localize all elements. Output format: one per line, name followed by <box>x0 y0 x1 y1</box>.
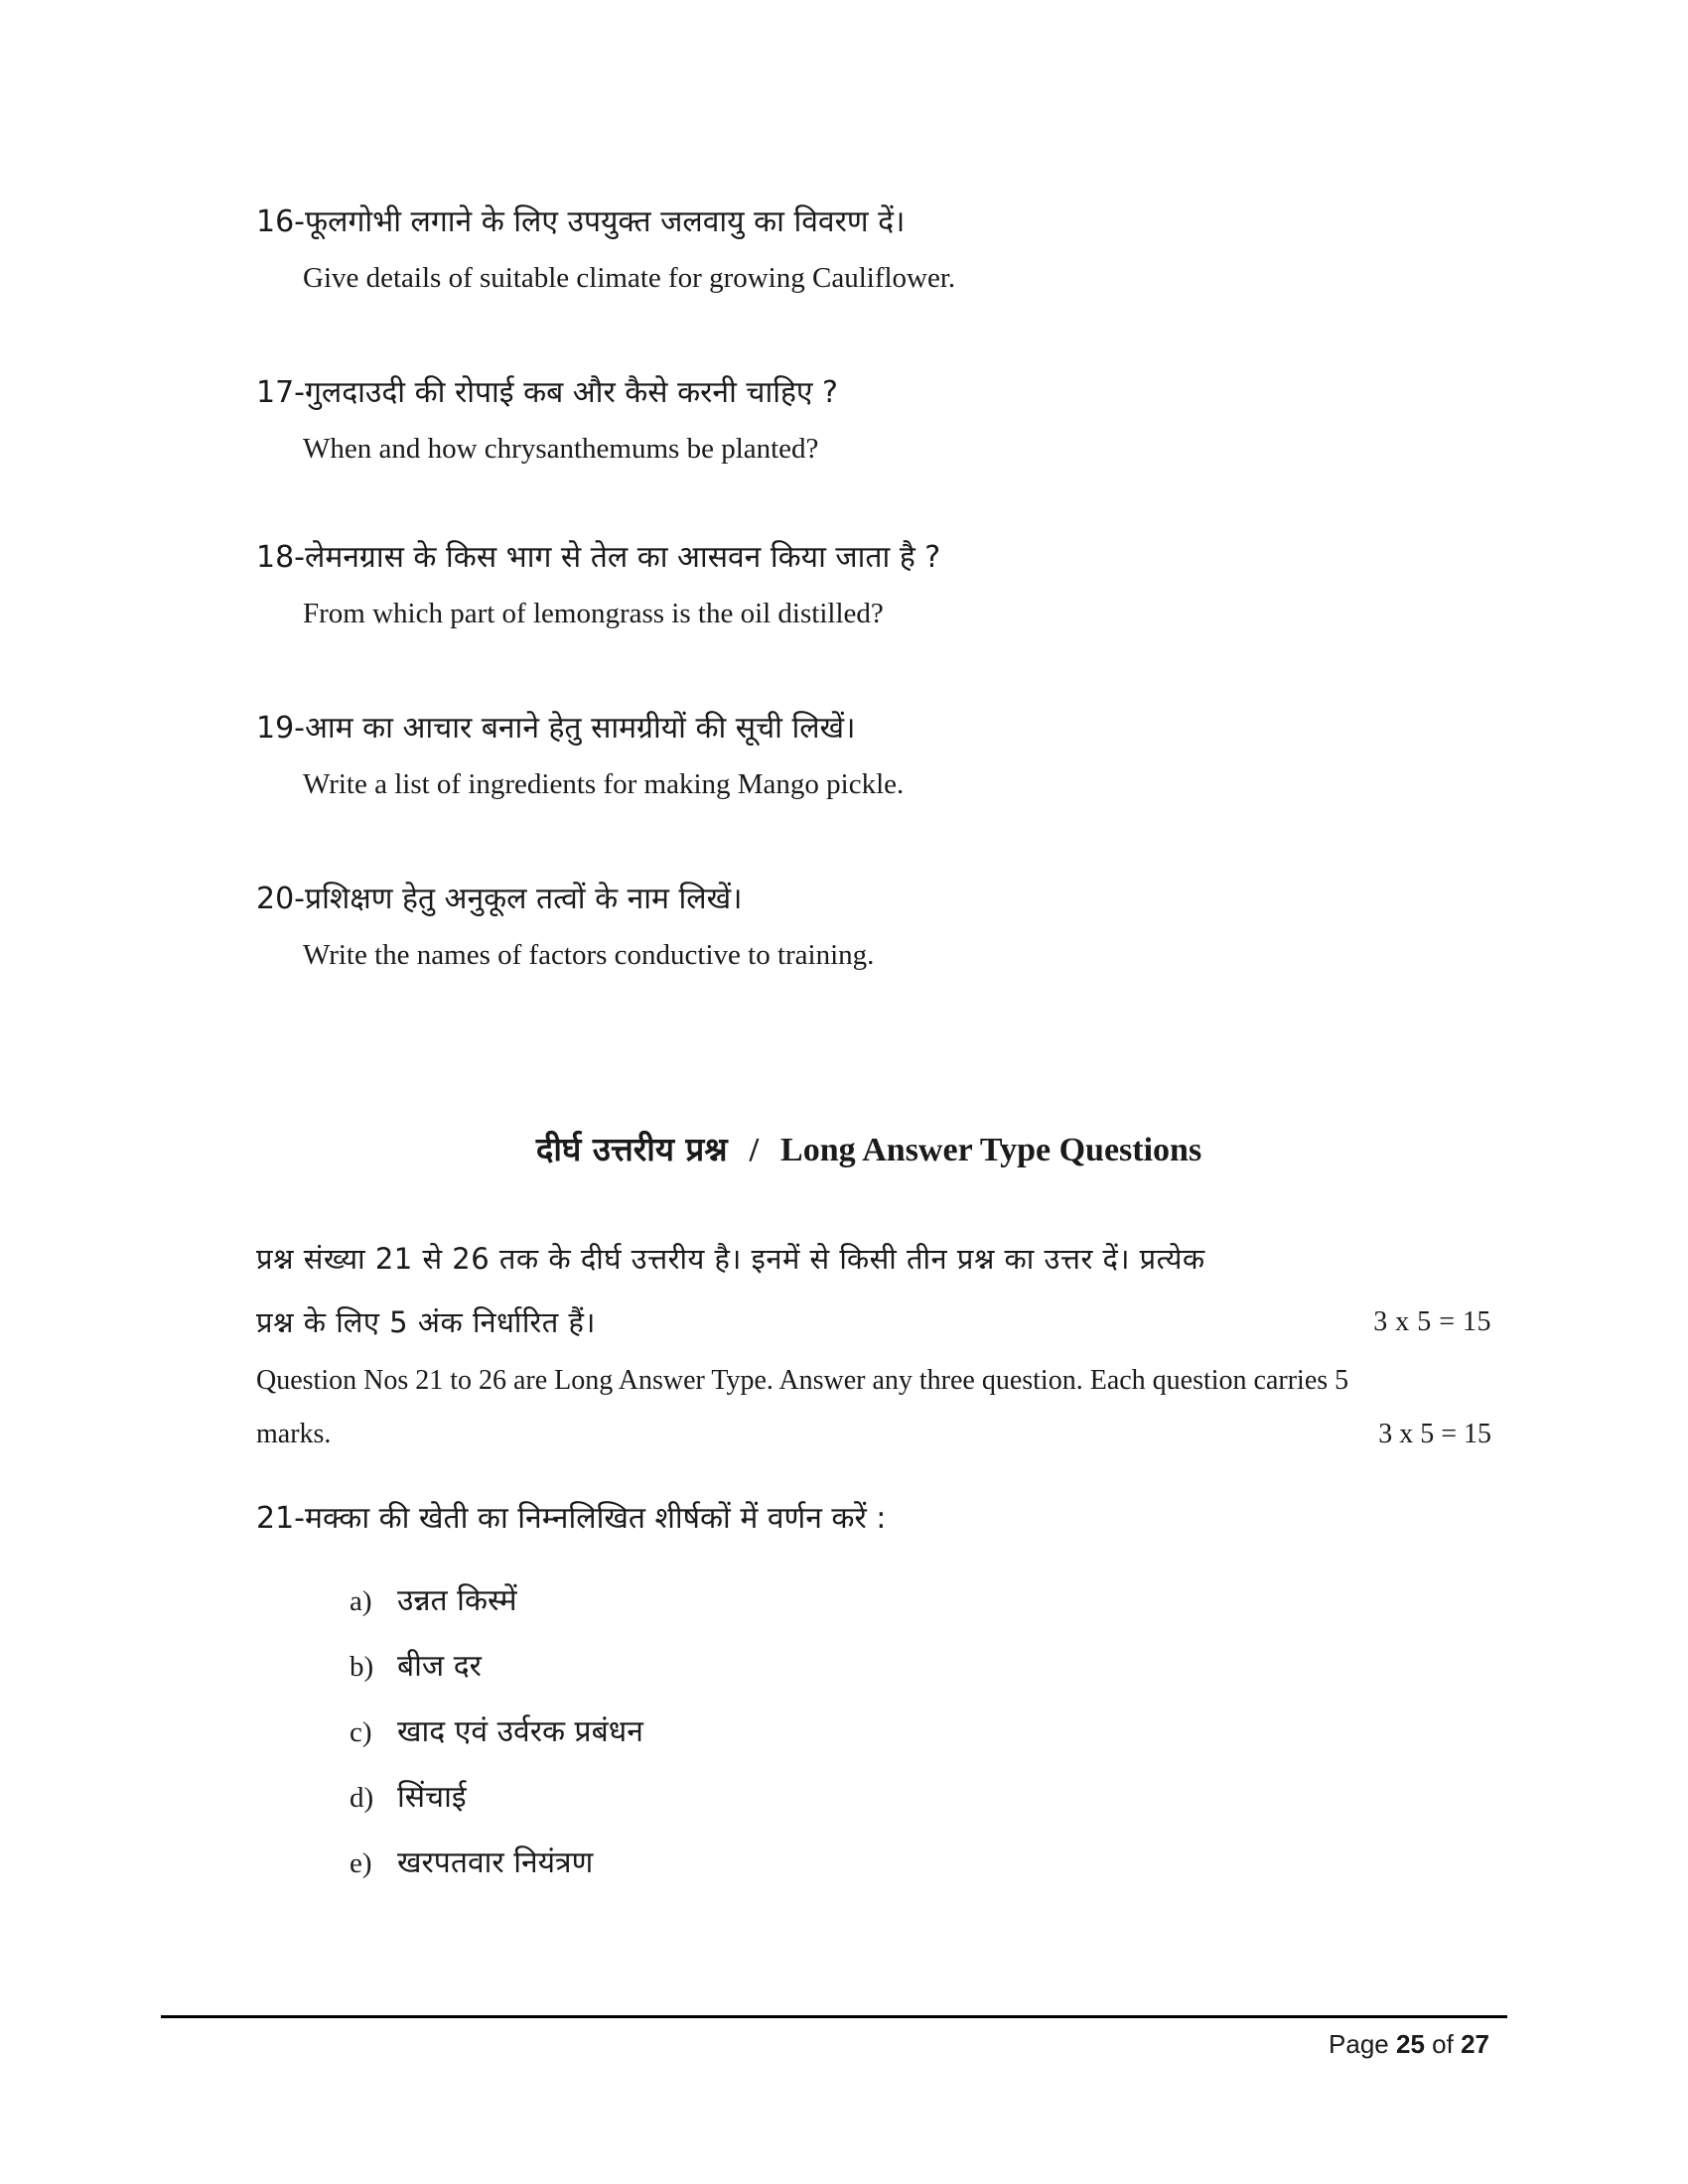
subitem-letter: b) <box>350 1651 374 1683</box>
question-16-english: Give details of suitable climate for growing Cauliflower. <box>303 262 956 294</box>
subitem-letter: e) <box>350 1847 372 1879</box>
section-heading-english: Long Answer Type Questions <box>780 1132 1202 1168</box>
question-18-hindi: 18-लेमनग्रास के किस भाग से तेल का आसवन किया जाता है ? <box>256 540 941 575</box>
subitem-a <box>350 1578 643 1644</box>
section-heading-hindi: दीर्घ उत्तरीय प्रश्न <box>535 1130 728 1168</box>
subitem-e <box>350 1841 643 1906</box>
question-17-hindi: 17-गुलदाउदी की रोपाई कब और कैसे करनी चाहिए ? <box>256 375 838 410</box>
subitem-d <box>350 1775 643 1841</box>
subitem-text: खाद एवं उर्वरक प्रबंधन <box>397 1714 643 1749</box>
page-current: 25 <box>1396 2029 1425 2059</box>
footer-divider <box>161 2015 1507 2018</box>
page-total: 27 <box>1461 2029 1489 2059</box>
instructions-hindi-line-1: प्रश्न संख्या 21 से 26 तक के दीर्घ उत्तरीय है। इनमें से किसी तीन प्रश्न का उत्तर दें। प्रत्येक <box>256 1242 1205 1276</box>
subitem-letter: c) <box>350 1716 372 1748</box>
question-19-english: Write a list of ingredients for making Mango pickle. <box>303 768 905 800</box>
page-of-label: of <box>1432 2029 1454 2059</box>
subitem-text: उन्नत किस्में <box>397 1583 517 1618</box>
subitem-letter: d) <box>350 1782 374 1814</box>
section-heading-separator: / <box>749 1132 760 1168</box>
instructions-english-line-2-text: marks. <box>256 1419 332 1449</box>
instructions-hindi-line-2-text: प्रश्न के लिए 5 अंक निर्धारित हैं। <box>256 1305 596 1339</box>
instructions-english-marks: 3 x 5 = 15 <box>1378 1419 1491 1449</box>
subitem-text: सिंचाई <box>397 1780 467 1815</box>
question-21-stem: 21-मक्का की खेती का निम्नलिखित शीर्षकों में वर्णन करें : <box>256 1501 887 1536</box>
instructions-hindi-marks: 3 x 5 = 15 <box>1373 1306 1491 1337</box>
question-19 <box>256 707 1497 804</box>
subitem-text: बीज दर <box>397 1649 482 1684</box>
page-number <box>1329 2029 1489 2060</box>
instructions-hindi-line-2 <box>256 1291 1497 1354</box>
question-21 <box>256 1497 1497 1541</box>
question-21-subitems <box>350 1578 643 1906</box>
question-19-hindi: 19-आम का आचार बनाने हेतु सामग्रीयों की सूची लिखें। <box>256 711 856 746</box>
question-17 <box>256 371 1497 469</box>
instructions-english-line-1: Question Nos 21 to 26 are Long Answer Type. Answer any three question. Each question carries 5 <box>256 1365 1349 1396</box>
instructions-english-line-2 <box>256 1408 1497 1461</box>
subitem-letter: a) <box>350 1585 372 1617</box>
subitem-c <box>350 1709 643 1775</box>
question-20 <box>256 878 1497 975</box>
subitem-text: खरपतवार नियंत्रण <box>397 1845 594 1880</box>
question-20-hindi: 20-प्रशिक्षण हेतु अनुकूल तत्वों के नाम लिखें। <box>256 882 743 916</box>
question-16-hindi: 16-फूलगोभी लगाने के लिए उपयुक्त जलवायु का विवरण दें। <box>256 205 906 239</box>
question-18-english: From which part of lemongrass is the oil distilled? <box>303 598 884 629</box>
question-20-english: Write the names of factors conductive to training. <box>303 939 875 971</box>
question-18 <box>256 536 1497 633</box>
instructions <box>256 1227 1497 1461</box>
subitem-b <box>350 1644 643 1709</box>
section-heading <box>0 1126 1688 1170</box>
question-17-english: When and how chrysanthemums be planted? <box>303 433 819 465</box>
page-label: Page <box>1329 2029 1389 2059</box>
question-16 <box>256 201 1497 298</box>
